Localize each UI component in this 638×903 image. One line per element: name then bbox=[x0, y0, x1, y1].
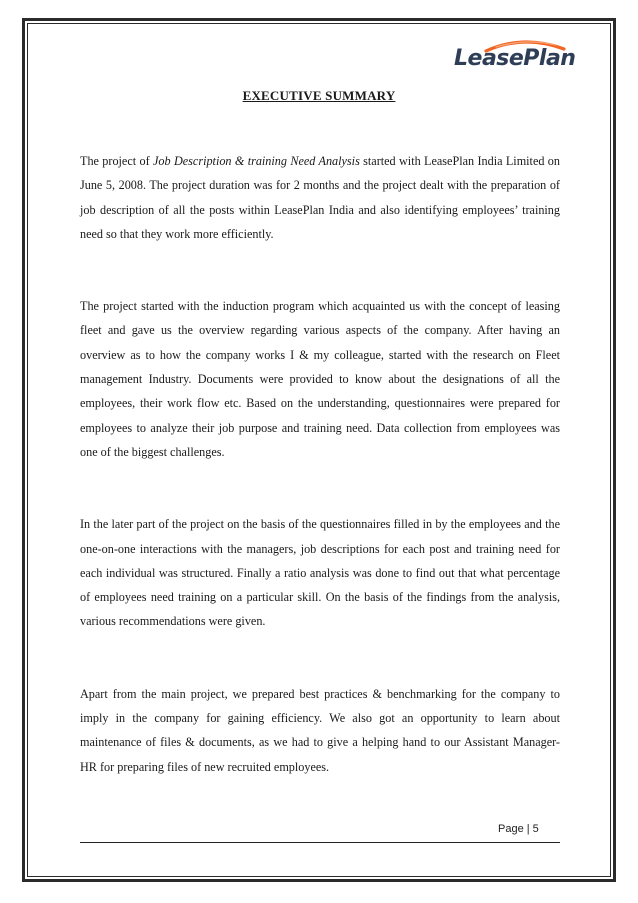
footer-rule bbox=[80, 842, 560, 843]
paragraph-2: The project started with the induction program which acquainted us with the concept of leasing fleet and gave us the overview regarding various aspects of the company. After having an overview as to how the company works I & my colleague, started with the research on Fleet management Industry. Documents were provided to know about the designations of all the employees, their work flow etc. Based on the understanding, questionnaires were prepared for employees to analyze their job purpose and training need. Data collection from employees was one of the biggest challenges. bbox=[80, 299, 560, 459]
logo-wordmark: LeasePlan bbox=[454, 46, 576, 71]
paragraph-3: In the later part of the project on the basis of the questionnaires filled in by the employees and the one-on-one interactions with the managers, job descriptions for each post and training need for each individual was structured. Finally a ratio analysis was done to find out that what percentage of employees need training on a particular skill. On the basis of the findings from the analysis, various recommendations were given. bbox=[80, 517, 560, 629]
paragraph-4: Apart from the main project, we prepared best practices & benchmarking for the company to imply in the company for gaining efficiency. We also got an opportunity to learn about maintenance of files & documents, as we had to give a helping hand to our Assistant Manager- HR for preparing files of new recruited employees. bbox=[80, 686, 560, 774]
paragraph-1 bbox=[80, 149, 560, 246]
paragraph-1-prefix: The project of bbox=[80, 154, 154, 168]
page-title: EXECUTIVE SUMMARY bbox=[242, 88, 396, 103]
page-number: Page | 5 bbox=[498, 823, 539, 835]
project-title-emphasis: Job Description & training Need Analysis bbox=[153, 154, 360, 168]
leaseplan-logo bbox=[446, 38, 578, 86]
paragraph-1-suffix: started with LeasePlan India Limited on June 5, 2008. The project duration was for 2 months and the project dealt with the preparation of job description of all the posts within LeasePlan India and also identifying employees’ training need so that they work more efficiently. bbox=[80, 154, 560, 241]
document-body bbox=[80, 149, 560, 779]
